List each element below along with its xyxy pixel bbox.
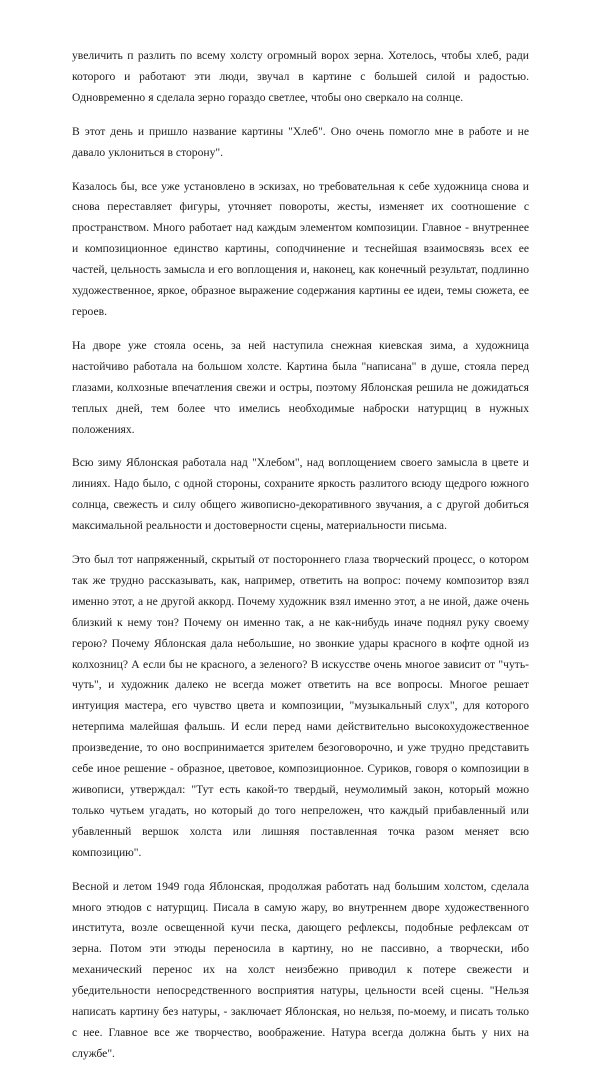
paragraph: В этот день и пришло название картины "Хлеб". Оно очень помогло мне в работе и не давало уклониться в сторону".	[72, 124, 529, 159]
paragraph: Всю зиму Яблонская работала над "Хлебом", над воплощением своего замысла в цвете и линиях. Надо было, с одной стороны, сохраните яркость разлитого всюду щедрого южного солнца, свежесть и силу общего живописно-декоративного звучания, а с другой добиться максимальной реальности и достоверности сцены, материальности письма.	[72, 456, 529, 533]
paragraph: На дворе уже стояла осень, за ней наступила снежная киевская зима, а художница настойчиво работала на большом холсте. Картина была "написана" в душе, стояла перед глазами, колхозные впечатления свежи и остры, поэтому Яблонская решила не дожидаться теплых дней, тем более что имелись необходимые наброски натурщиц в нужных положениях.	[72, 338, 529, 436]
document-text-column	[72, 46, 529, 1065]
paragraph: Весной и летом 1949 года Яблонская, продолжая работать над большим холстом, сделала много этюдов с натурщиц. Писала в самую жару, во внутреннем дворе художественного института, возле освещенной кучи песка, дающего рефлексы, подобные рефлексам от зерна. Потом эти этюды переносила в картину, но не пассивно, а творчески, ибо механический перенос их на холст неизбежно приводил к потере свежести и убедительности непосредственного восприятия натуры, цельности всей сцены. "Нельзя написать картину без натуры, - заключает Яблонская, но нельзя, по-моему, и писать только с нее. Главное все же творчество, воображение. Натура всегда должна быть у них на службе".	[72, 879, 529, 1060]
paragraph: Это был тот напряженный, скрытый от постороннего глаза творческий процесс, о котором так же трудно рассказывать, как, например, ответить на вопрос: почему композитор взял именно этот, а не другой аккорд. Почему художник взял именно этот, а не иной, даже очень близкий к нему тон? Почему он именно так, а не как-нибудь иначе поднял руку своему герою? Почему Яблонская дала небольшие, но звонкие удары красного в кофте одной из колхозниц? А если бы не красного, а зеленого? В искусстве очень многое зависит от "чуть-чуть", и художник далеко не всегда может ответить на все вопросы. Многое решает интуиция мастера, его чувство цвета и композиции, "музыкальный слух", для которого нетерпима малейшая фальшь. И если перед нами действительно высокохудожественное произведение, то оно воспринимается зрителем безоговорочно, и уже трудно представить себе иное решение - образное, цветовое, композиционное. Суриков, говоря о композиции в живописи, утверждал: "Тут есть какой-то твердый, неумолимый закон, который можно только чутьем угадать, но который до того непреложен, что каждый прибавленный или убавленный вершок холста или лишняя поставленная точка разом меняет всю композицию".	[72, 553, 529, 859]
paragraph: увеличить п разлить по всему холсту огромный ворох зерна. Хотелось, чтобы хлеб, ради которого и работают эти люди, звучал в картине с большей силой и радостью. Одновременно я сделала зерно гораздо светлее, чтобы оно сверкало на солнце.	[72, 49, 529, 104]
paragraph: Казалось бы, все уже установлено в эскизах, но требовательная к себе художница снова и снова переставляет фигуры, уточняет повороты, жесты, изменяет их соотношение с пространством. Много работает над каждым элементом композиции. Главное - внутреннее и композиционное единство картины, соподчинение и теснейшая взаимосвязь всех ее частей, цельность замысла и его воплощения и, наконец, как конечный результат, подлинно художественное, яркое, образное выражение содержания картины ее идеи, темы сюжета, ее героев.	[72, 179, 529, 318]
